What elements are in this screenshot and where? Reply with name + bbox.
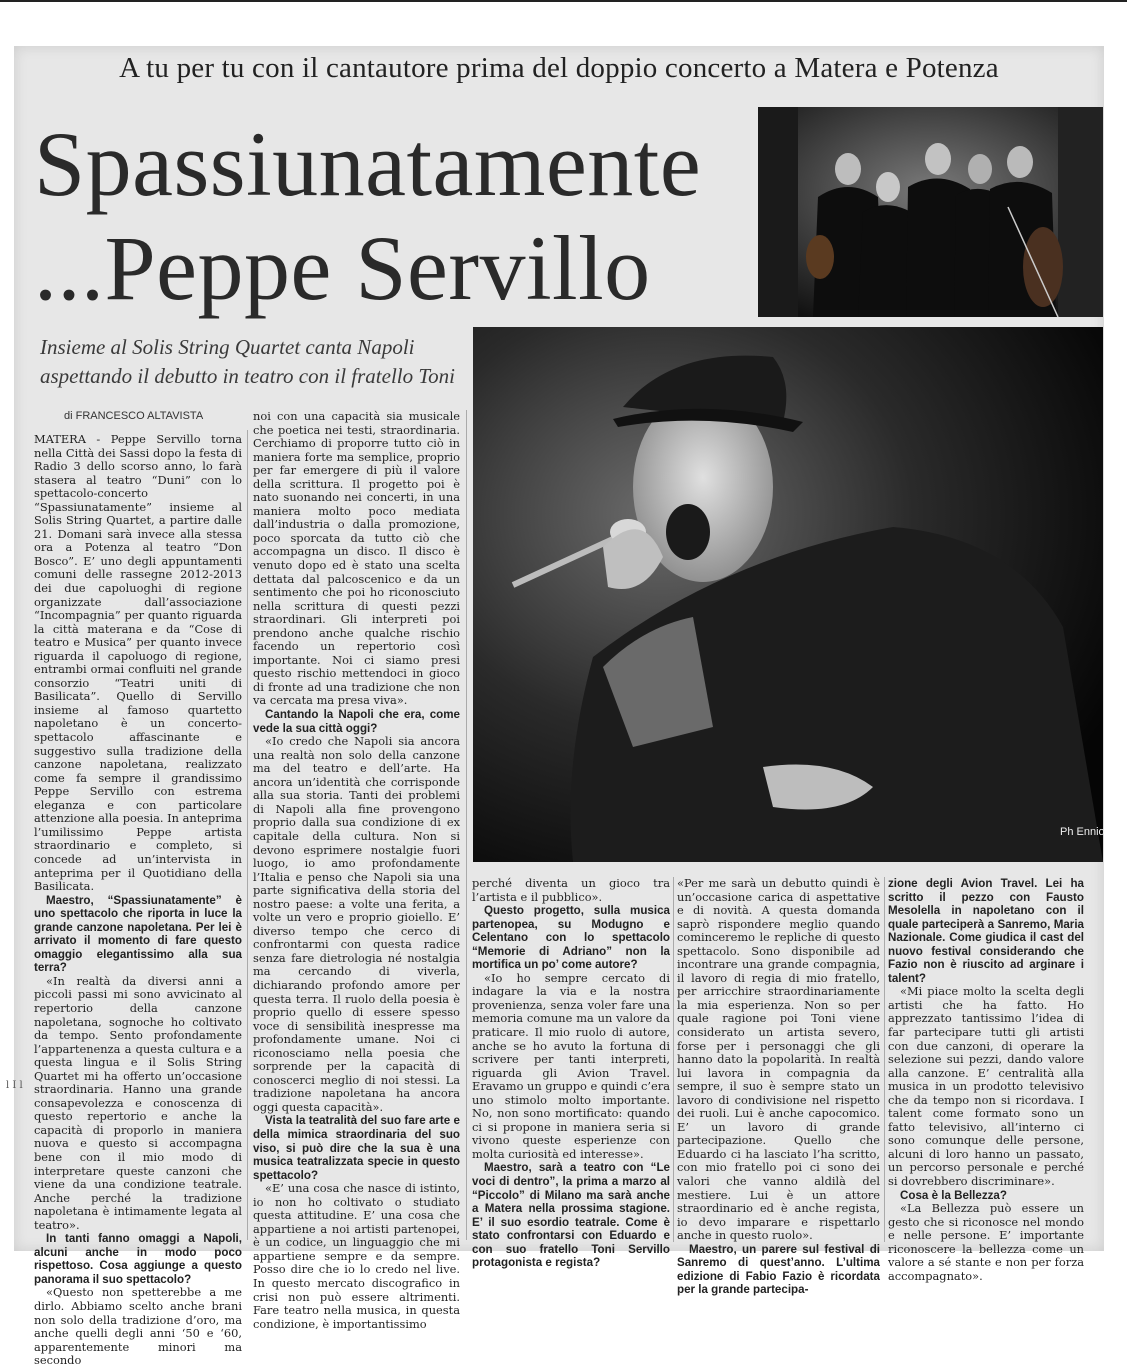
column-rule	[673, 877, 674, 1242]
column-1	[34, 432, 242, 1368]
column-5	[888, 877, 1084, 1283]
column-rule	[466, 410, 467, 1240]
subheadline: Insieme al Solis String Quartet canta Napoli aspettando il debutto in teatro con il fratello Toni	[40, 335, 455, 388]
interview-question: Maestro, sarà a teatro con “Le voci di dentro”, la prima a marzo al “Piccolo” di Milano ma sarà anche a Matera nella prossima stagione. E’ il suo esordio teatrale. Come è stato confrontarsi con Eduardo e con suo fratello Toni Servillo protagonista e regista?	[472, 1161, 670, 1270]
paragraph: noi con una capacità sia musicale che poetica nei testi, straordinaria. Cerchiamo di proporre tutto ciò in maniera forte ma semplice, proprio per far emergere di più il valore della scrittura. Il progetto poi è nato suonando nei concerti, in una maniera molto poco mediata dall’industria o dalla promozione, poco sporcata da tutto ciò che accompagna un disco. Il disco è venuto dopo ed è stato una scelta dettata dal palcoscenico e da un sentimento che poi ho riconosciuto nella scrittura di questi pezzi straordinari. Gli interpreti poi prendono anche qualche rischio facendo un repertorio così importante. Noi ci siamo presi questo rischio mettendoci in gioco di fronte ad una tradizione che non va cercata ma presa viva».	[253, 409, 460, 708]
column-rule	[884, 877, 885, 1242]
scan-margin-marks: l I l	[6, 1080, 23, 1091]
headline-line-1: Spassiunatamente	[34, 113, 702, 215]
kicker: A tu per tu con il cantautore prima del doppio concerto a Matera e Potenza	[119, 52, 999, 84]
interview-question: Cantando la Napoli che era, come vede la sua città oggi?	[253, 708, 460, 735]
quartet-photo	[758, 107, 1103, 317]
column-rule	[247, 430, 248, 1240]
scan-border	[0, 0, 1127, 2]
column-2	[253, 409, 460, 1331]
interview-question: Cosa è la Bellezza?	[900, 1188, 1007, 1202]
byline: di FRANCESCO ALTAVISTA	[64, 410, 204, 422]
interview-question: Questo progetto, sulla musica partenopea, su Modugno e Celentano con lo spettacolo “Memorie di Adriano” non la mortifica un po’ come autore?	[472, 904, 670, 972]
photo-credit: Ph Ennio	[1060, 826, 1105, 838]
paragraph: «La Bellezza può essere un gesto che si riconosce nel mondo e nelle persone. E’ importante riconoscere la bellezza come un valore a sé stante e non per forza accompagnato».	[888, 1201, 1084, 1283]
paragraph: perché diventa un gioco tra l’artista e il pubblico».	[472, 876, 670, 904]
paragraph: «Mi piace molto la scelta degli artisti che ha fatto. Ho apprezzato tantissimo l’idea di far partecipare tutti gli artisti con due canzoni, di operare la selezione sui pezzi, dando valore alla canzone. E’ centralità alla musica in un prodotto televisivo che da tempo non si ricordava. I talent come formato sono un fatto televisivo, all’interno ci sono comunque delle persone, alcuni di loro hanno un passato, un percorso personale e perché si dovrebbero discriminare».	[888, 984, 1084, 1189]
column-3	[472, 876, 670, 1270]
interview-question: Maestro, “Spassiunatamente” è uno spettacolo che riporta in luce la grande canzone napoletana. Per lei è arrivato il momento di fare questo omaggio elegantissimo alla sua terra?	[34, 893, 242, 975]
column-4	[677, 876, 880, 1297]
paragraph: «In realtà da diversi anni a piccoli passi mi sono avvicinato al repertorio della canzone napoletana, sognoche ho coltivato da tempo. Sento profondamente l’appartenenza a questa cultura e a questa lingua e il Solis String Quartet mi ha offerto un’occasione straordinaria. Hanno una grande consapevolezza e conoscenza di questo repertorio e anche la capacità di proporlo in maniera nuova e questo si accompagna bene con il mio modo di interpretare queste canzoni che viene da una condizione teatrale. Anche perché la tradizione napoletana è intimamente legata al teatro».	[34, 973, 242, 1232]
paragraph: «Io ho sempre cercato di indagare la via e la nostra provenienza, senza voler fare una memoria comune ma un valore da praticare. Il mio ruolo di autore, anche se ho avuto la fortuna di scrivere per tanti interpreti, riguarda gli Avion Travel. Eravamo un gruppo e quindi c’era uno stimolo molto importante. No, non sono mortificato: quando ci si propone in maniera seria si vivono queste esperienze con molta curiosità ed interesse».	[472, 970, 670, 1161]
singer-photo	[473, 327, 1103, 862]
paragraph: MATERA - Peppe Servillo torna nella Città dei Sassi dopo la festa di Radio 3 dello scorso anno, lo farà stasera al teatro “Duni” con lo spettacolo-concerto “Spassiunatamente” insieme al Solis String Quartet, a partire dalle 21. Domani sarà invece alla stessa ora a Potenza al teatro “Don Bosco”. E’ uno degli appuntamenti comuni delle rassegne 2012-2013 dei due capoluoghi di regione organizzate dall’associazione “Incompagnia” per quanto riguarda la città materana e da “Cose di teatro e Musica” per quanto invece riguarda il capoluogo di regione, entrambi ormai confluiti nel grande consorzio “Teatri uniti di Basilicata”. Quello di Servillo insieme al famoso quartetto napoletano è un concerto-spettacolo affascinante e suggestivo sulla tradizione della canzone napoletana, realizzato come fa sempre il grandissimo Peppe Servillo con estrema eleganza e con particolare attenzione alla poesia. In anteprima l’umilissimo Peppe artista straordinario e completo, si concede ad un’intervista in anteprima per il Quotidiano della Basilicata.	[34, 432, 242, 894]
interview-question: Maestro, un parere sul festival di Sanremo di quest’anno. L’ultima edizione di Fabio Fazio è ricordata per la grande partecipa-	[677, 1242, 880, 1297]
interview-question: zione degli Avion Travel. Lei ha scritto il pezzo con Fausto Mesolella in napoletano con il quale parteciperà a Sanremo, Maria Nazionale. Come giudica il cast del nuovo festival considerando che Fazio non è riuscito ad arginare i talent?	[888, 877, 1084, 985]
paragraph: «E’ una cosa che nasce di istinto, io non ho coltivato o studiato questa attitudine. E’ una cosa che appartiene a noi artisti partenopei, è un codice, un linguaggio che mi appartiene sempre e da sempre. Posso dire che io lo credo nel live. In questo mercato discografico in crisi non può essere altrimenti. Fare teatro nella musica, in questa condizione, è importantissimo	[253, 1181, 460, 1331]
paragraph: «Questo non spetterebbe a me dirlo. Abbiamo scelto anche brani non solo della tradizione d’oro, ma anche quelli degli anni ‘50 e ‘60, apparentemente minori ma secondo	[34, 1285, 242, 1368]
paragraph: «Io credo che Napoli sia ancora una realtà non solo della canzone ma del teatro e dell’arte. Ha ancora un’identità che corrisponde alla sua storia. Tanti dei problemi di Napoli alla fine provengono proprio dalla sua condizione di ex capitale della cultura. Non si devono esprimere nostalgie fuori luogo, io amo profondamente l’Italia e penso che Napoli sia una parte significativa della storia del nostro paese: a volte una ferita, a volte un vero e proprio gioiello. E’ diverso tempo che cerco di confrontarmi con questa radice senza fare dietrologia né nostalgia ma cercando di viverla, dichiarando profondo amore per questa terra. Il ruolo della poesia è proprio quello di essere spesso voce di sensibilità inespresse ma profondamente umane. Noi ci riconosciamo nella poesia che sorprende per la capacità di conoscerci meglio di noi stessi. La tradizione napoletana ha ancora oggi questa capacità».	[253, 734, 460, 1114]
interview-question: Vista la teatralità del suo fare arte e della mimica straordinaria del suo viso, si può dire che la sua è una musica teatralizzata specie in questo spettacolo?	[253, 1114, 460, 1182]
interview-question: In tanti fanno omaggi a Napoli, alcuni anche in modo poco rispettoso. Cosa aggiunge a questo panorama il suo spettacolo?	[34, 1232, 242, 1286]
paragraph: «Per me sarà un debutto quindi è un’occasione carica di aspettative e di novità. A questa domanda saprò rispondere meglio quando cominceremo le repliche di questo spettacolo. Sono disponibile ad incontrare una grande compagnia, il lavoro di regia di mio fratello, per arricchire straordinariamente la mia esperienza. Non so per quale ragione poi Toni viene considerato un artista severo, forse per i personaggi che gli hanno dato la popolarità. In realtà lui lavora in compagnia da sempre, il suo è sempre stato un lavoro di condivisione nel rispetto dei ruoli. Lui è anche capocomico. E’ un lavoro di grande partecipazione. Quello che Eduardo ci ha lasciato l’ha scritto, con mio fratello poi ci sono dei valori che vanno aldilà del mestiere. Lui è un attore straordinario ed è anche regista, io devo imparare e rispettarlo anche in questo ruolo».	[677, 876, 880, 1243]
headline-line-2: ...Peppe Servillo	[34, 217, 651, 319]
